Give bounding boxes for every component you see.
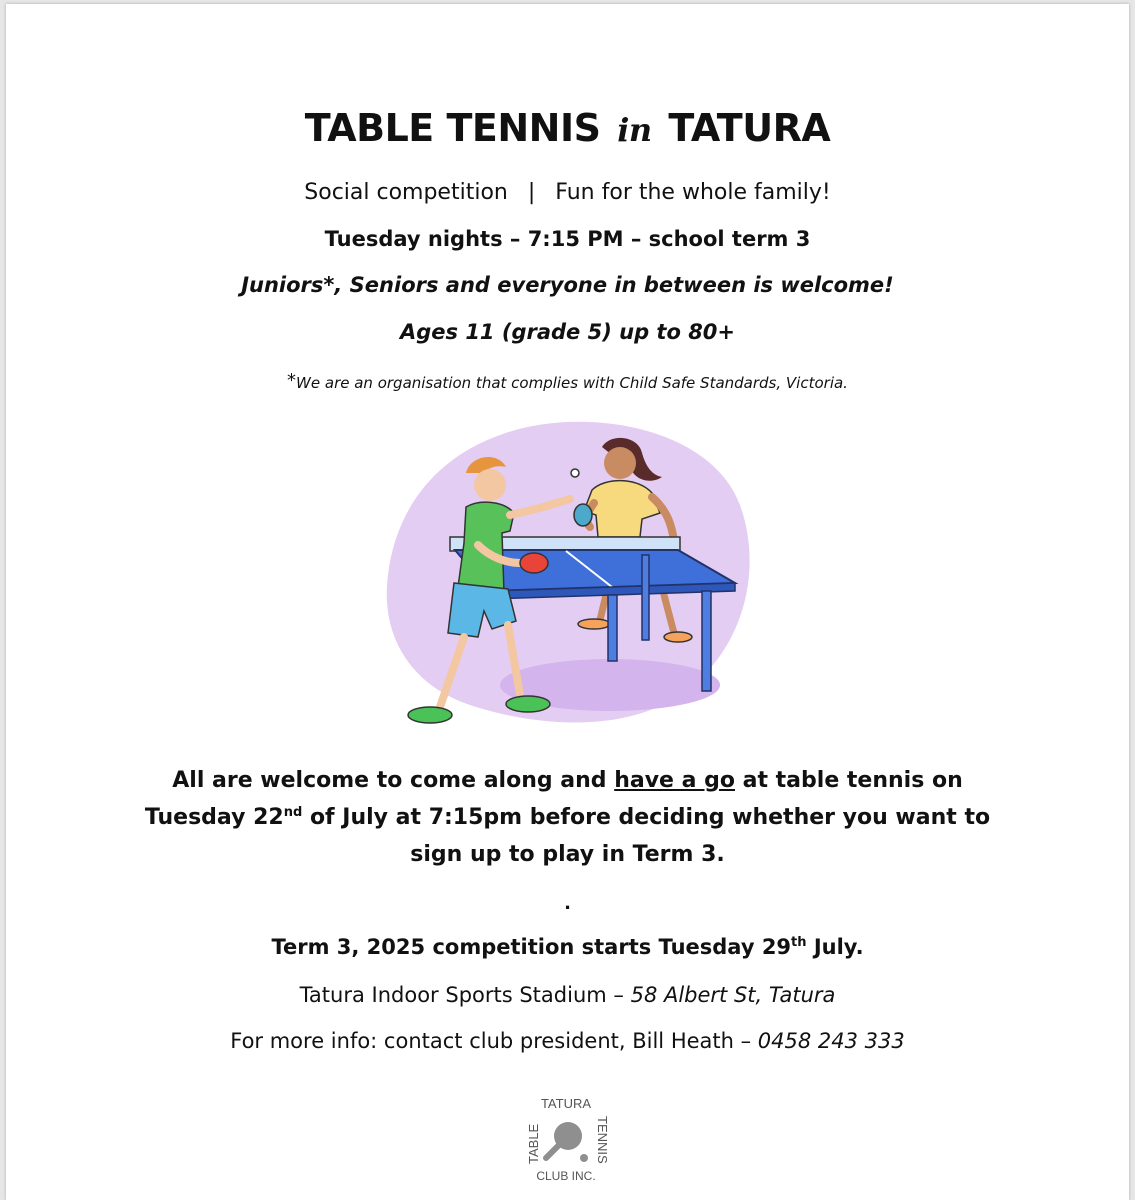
table-tennis-players-illustration — [380, 415, 760, 735]
welcome-line: Juniors*, Seniors and everyone in between is welcome! — [241, 273, 894, 297]
table-leg-front — [702, 591, 711, 691]
venue-line: Tatura Indoor Sports Stadium – 58 Albert St, Tatura — [299, 983, 836, 1007]
schedule-line: Tuesday nights – 7:15 PM – school term 3 — [324, 227, 811, 251]
boy-shoe-left — [408, 707, 452, 723]
boy-paddle-icon — [520, 553, 548, 573]
table-leg-back — [642, 555, 649, 640]
boy-head-icon — [474, 469, 506, 501]
girl-head-icon — [604, 447, 636, 479]
logo-text-top: TATURA — [540, 1096, 592, 1111]
girl-shoe-right — [664, 632, 692, 642]
table-leg-front2 — [608, 595, 617, 661]
have-a-go-text: have a go — [614, 768, 735, 793]
logo-text-right: TENNIS — [595, 1116, 610, 1164]
contact-line: For more info: contact club president, Bill Heath – 0458 243 333 — [230, 1029, 905, 1053]
girl-paddle-icon — [574, 504, 592, 526]
invite-paragraph: All are welcome to come along and have a go at table tennis on Tuesday 22nd of July at 7:15pm before deciding whether you want to sign up to play in Term 3. — [144, 768, 991, 867]
logo-ball-icon — [580, 1154, 588, 1162]
child-safe-note: *We are an organisation that complies with Child Safe Standards, Victoria. — [287, 370, 848, 392]
club-logo — [518, 1092, 618, 1188]
logo-text-bottom: CLUB INC. — [536, 1169, 596, 1183]
subtitle: Social competition | Fun for the whole family! — [304, 180, 831, 205]
boy-shoe-right — [506, 696, 550, 712]
separator-dot: . — [564, 893, 571, 914]
logo-text-left: TABLE — [526, 1123, 541, 1164]
logo-paddle-handle — [546, 1146, 558, 1158]
term-start-line: Term 3, 2025 competition starts Tuesday 29th July. — [271, 935, 864, 959]
page-title: TABLE TENNIS in TATURA — [304, 106, 831, 150]
girl-shoe-left — [578, 619, 610, 629]
ball-icon — [571, 469, 579, 477]
ages-line: Ages 11 (grade 5) up to 80+ — [399, 320, 736, 344]
